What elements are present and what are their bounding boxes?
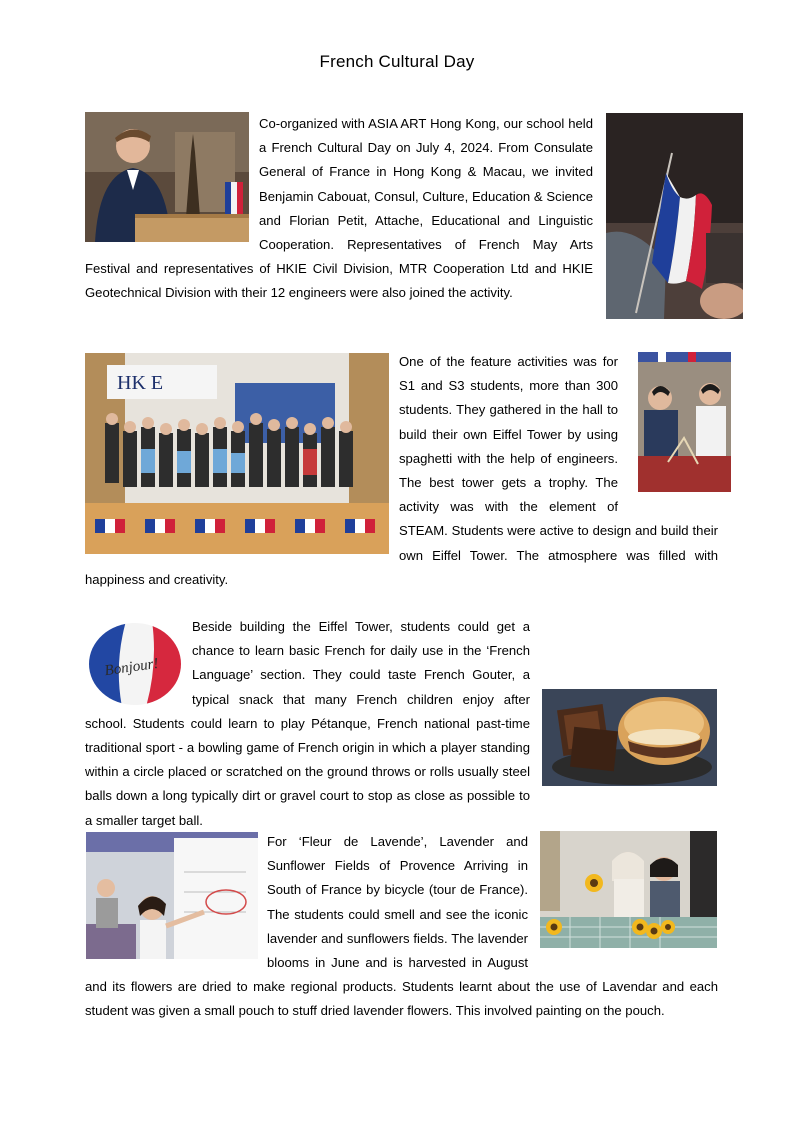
hkie-logo-text: HK E	[117, 372, 164, 394]
bonjour-text: Bonjour!	[103, 655, 160, 680]
paragraph-french-language: Beside building the Eiffel Tower, students could get a chance to learn basic French for daily use in the ‘French Language’ section. They could taste French Gouter, a typical snack that many French children enjoy after school. Students could learn to play Pétanque, French national past-time traditional sport - a bowling game of French origin in which a player standing within a circle placed or scratched on the ground throws or rolls usually steel balls down a long typically dirt or gravel court to stop as close as possible to a smaller target ball.	[85, 619, 530, 828]
photo-french-flag	[606, 113, 743, 319]
paragraph-fleur-de-lavande: For ‘Fleur de Lavende’, Lavender and Sunflower Fields of Provence Arriving in South of France by bicycle (tour de France). The students could smell and see the iconic lavender and sunflowers fields. The lavender blooms in June and is harvested in August and its flowers are dried to make regional products. Students learnt about the use of Lavendar and each student was given a small pouch to stuff dried lavender flowers. This involved painting on the pouch.	[85, 834, 718, 1019]
paragraph-eiffel-tower-activity: One of the feature activities was for S1 and S3 students, more than 300 students. They gathered in the hall to build their own Eiffel Tower by using spaghetti with the help of engineers. The best tower gets a trophy. The activity was with the element of STEAM. Students were active to design and build their own Eiffel Tower. The atmosphere was filled with happiness and creativity.	[85, 354, 718, 587]
paragraph-intro: Co-organized with ASIA ART Hong Kong, our school held a French Cultural Day on July 4, 2024. From Consulate General of France in Hong Kong & Macau, we invited Benjamin Cabouat, Consul, Culture, Education & Science and Florian Petit, Attache, Educational and Linguistic Cooperation. Representatives of French May Arts Festival and representatives of HKIE Civil Division, MTR Cooperation Ltd and HKIE Geotechnical Division with their 12 engineers were also joined the activity.	[85, 116, 593, 301]
document-title: French Cultural Day	[319, 52, 475, 71]
